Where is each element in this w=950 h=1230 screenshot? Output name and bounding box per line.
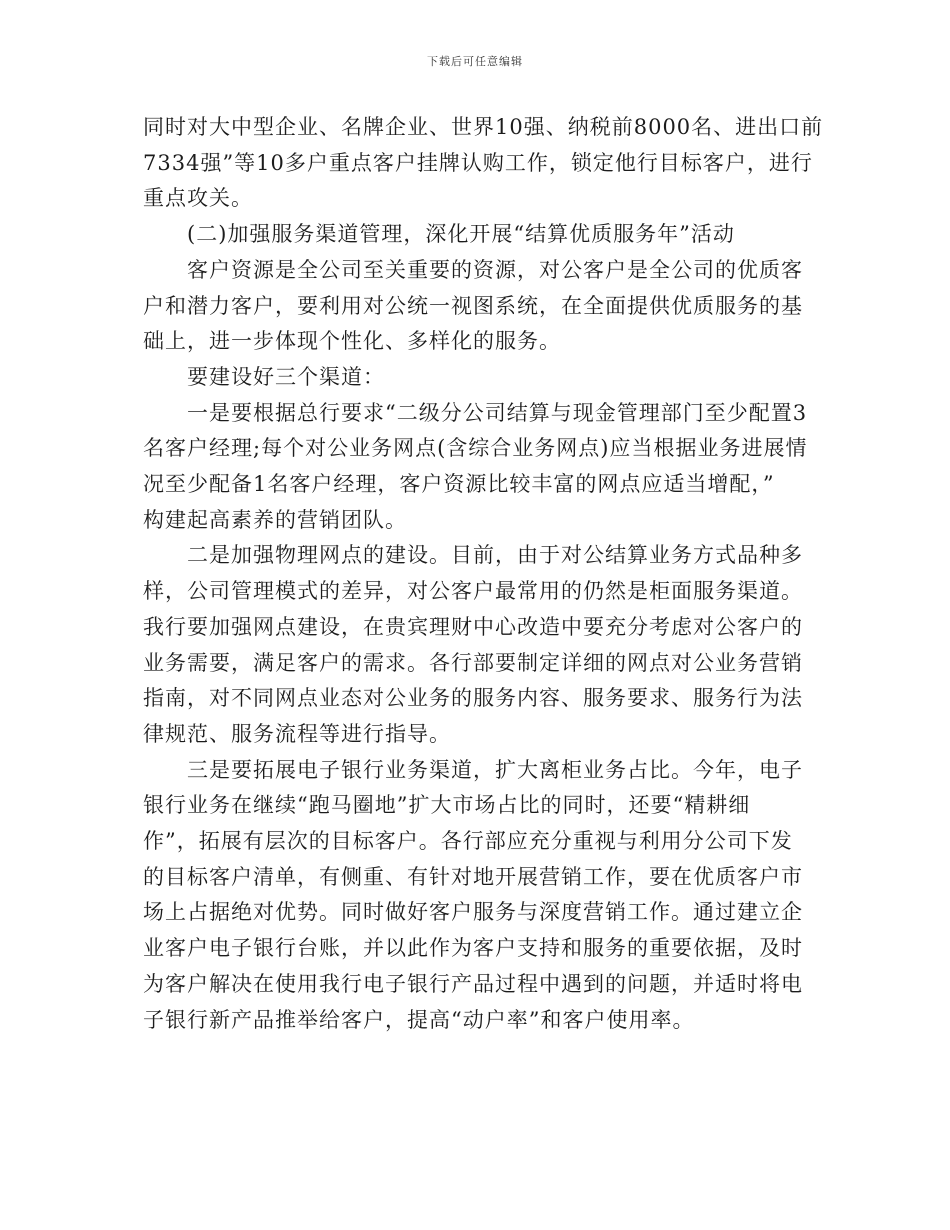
text-line: 场上占据绝对优势。同时做好客户服务与深度营销工作。通过建立企 <box>143 900 803 925</box>
paragraph <box>143 753 818 1039</box>
text-line: 二是加强物理网点的建设。目前，由于对公结算业务方式品种多 <box>187 543 803 568</box>
text-line: 律规范、服务流程等进行指导。 <box>143 721 451 746</box>
text-line: 客户资源是全公司至关重要的资源，对公客户是全公司的优质客 <box>187 257 803 282</box>
document-body <box>143 110 824 1038</box>
text-line: 一是要根据总行要求“二级分公司结算与现金管理部门至少配置3 <box>187 400 808 425</box>
text-line: 业务需要，满足客户的需求。各行部要制定详细的网点对公业务营销 <box>143 650 803 675</box>
text-line: 业客户电子银行台账，并以此作为客户支持和服务的重要依据，及时 <box>143 936 803 961</box>
text-line: 要建设好三个渠道： <box>187 364 385 389</box>
paragraph <box>143 360 818 396</box>
text-line: 况至少配备1名客户经理，客户资源比较丰富的网点应适当增配，” <box>143 472 775 497</box>
paragraph <box>143 110 824 217</box>
text-line: 指南，对不同网点业态对公业务的服务内容、服务要求、服务行为法 <box>143 686 803 711</box>
text-line: 的目标客户清单，有侧重、有针对地开展营销工作，要在优质客户市 <box>143 864 803 889</box>
text-line: 构建起高素养的营销团队。 <box>143 507 407 532</box>
text-line: 样，公司管理模式的差异，对公客户最常用的仍然是柜面服务渠道。 <box>143 579 803 604</box>
text-line: 我行要加强网点建设，在贵宾理财中心改造中要充分考虑对公客户的 <box>143 614 803 639</box>
section-heading <box>143 217 818 253</box>
text-line: 银行业务在继续“跑马圈地”扩大市场占比的同时，还要“精耕细 <box>143 793 751 818</box>
text-line: 7334强”等10多户重点客户挂牌认购工作，锁定他行目标客户，进行 <box>143 150 813 175</box>
text-line: 重点攻关。 <box>143 186 253 211</box>
text-line: 同时对大中型企业、名牌企业、世界10强、纳税前8000名、进出口前 <box>143 115 824 139</box>
page-header: 下载后可任意编辑 <box>427 55 523 68</box>
text-line: 子银行新产品推举给客户，提高“动户率”和客户使用率。 <box>143 1007 695 1032</box>
text-line: 础上，进一步体现个性化、多样化的服务。 <box>143 329 561 354</box>
text-line: 户和潜力客户，要利用对公统一视图系统，在全面提供优质服务的基 <box>143 293 803 318</box>
paragraph <box>143 396 818 539</box>
text-line: (二)加强服务渠道管理，深化开展“结算优质服务年”活动 <box>187 222 735 247</box>
paragraph <box>143 253 818 360</box>
text-line: 为客户解决在使用我行电子银行产品过程中遇到的问题，并适时将电 <box>143 971 803 996</box>
text-line: 三是要拓展电子银行业务渠道，扩大离柜业务占比。今年，电子 <box>187 757 803 782</box>
paragraph <box>143 538 818 752</box>
text-line: 作”，拓展有层次的目标客户。各行部应充分重视与利用分公司下发 <box>143 829 793 854</box>
text-line: 名客户经理;每个对公业务网点(含综合业务网点)应当根据业务进展情 <box>143 436 808 461</box>
